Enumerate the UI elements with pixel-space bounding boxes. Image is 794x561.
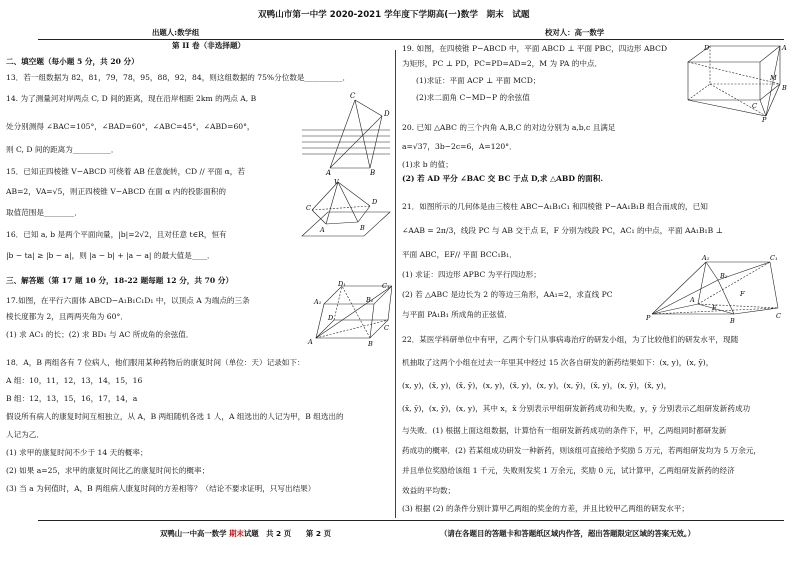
question-15-line-1: 15．已知正四棱锥 V−ABCD 可绕着 AB 任意旋转，CD // 平面 α，若 <box>6 167 245 176</box>
label-d: D <box>704 44 710 52</box>
question-17-line-3: (1) 求 AC₁ 的长；(2) 求 BD₁ 与 AC 所成角的余弦值． <box>6 330 194 339</box>
question-15-line-3: 取值范围是________． <box>6 208 82 217</box>
label-c: C <box>752 102 757 110</box>
label-a: A <box>782 44 787 52</box>
setter-label: 出题人:数学组 <box>152 28 200 37</box>
label-d: D <box>328 314 334 322</box>
label-d1: D₁ <box>338 280 346 288</box>
answer-area-note: （请在各题目的答题卡和答题纸区域内作答，超出答题限定区域的答案无效。） <box>440 529 695 538</box>
question-17-line-1: 17.如图，在平行六面体 ABCD−A₁B₁C₁D₁ 中，以顶点 A 为端点的三条 <box>6 296 250 305</box>
question-18-line-5: 人记为乙． <box>6 430 44 439</box>
question-19-part-1: (1)求证：平面 ACP ⊥ 平面 MCD； <box>416 76 541 85</box>
label-vertex-b: B <box>360 224 365 232</box>
label-b1: B₁ <box>366 296 374 304</box>
question-22-line-3: (x, y)，(x̄, y)，(x̄, ȳ)，(x, y)，(x̄, y)，(x, y)，(x, ȳ)，(x̄, y)，(x, ȳ)，(x̄, y)， <box>402 381 672 390</box>
label-point-b: B <box>370 169 376 176</box>
column-divider <box>395 50 396 518</box>
label-b: B <box>730 317 735 324</box>
question-22-line-6: 药成功的概率．(2) 若某组成功研发一种新药，则该组可直接给予奖励 5 万元，若两组研发均为 5 万余元， <box>402 446 762 455</box>
question-16-line-1: 16．已知 a, b 是两个平面向量，|b|=2√2，且对任意 t∈R，恒有 <box>6 230 227 239</box>
label-point-a: A <box>326 169 332 176</box>
fill-in-heading: 二、填空题（每小题 5 分，共 20 分） <box>6 57 139 66</box>
question-20-part-2: (2) 若 AD 平分 ∠BAC 交 BC 于点 D,求 △ABD 的面积. <box>402 174 603 183</box>
label-m: M <box>770 74 777 82</box>
label-vertex-c: C <box>306 204 311 212</box>
question-21-part-2-cont: 与平面 PA₁B₁ 所成角的正弦值． <box>402 310 512 319</box>
river-diagram <box>300 86 392 176</box>
label-e: E <box>712 304 717 312</box>
question-21-line-3: 平面 ABC，EF// 平面 BCC₁B₁． <box>402 250 517 259</box>
label-p: P <box>646 314 651 322</box>
quadrangular-pyramid-diagram <box>680 42 790 122</box>
question-18-part-3: (3) 当 a 为何值时，A，B 两组病人康复时间的方差相等？（结论不要求证明，只写出结果） <box>6 484 316 493</box>
label-a1: A₁ <box>314 298 322 306</box>
question-13: 13．若一组数据为 82，81，79，78，95，88，92，84，则这组数据的 75%分位数是__________． <box>6 73 351 82</box>
question-22-part-3: (3) 根据 (2) 的条件分别计算甲乙两组的奖金的方差，并且比较甲乙两组的研发水平； <box>402 504 689 513</box>
label-p: P <box>762 116 767 122</box>
footer-prefix: 双鸭山一中高一数学 <box>160 529 230 538</box>
question-18-part-1: (1) 求甲的康复时间不少于 14 天的概率； <box>6 448 148 457</box>
question-19-line-2: 为矩形，PC ⊥ PD，PC=PD=AD=2，M 为 PA 的中点． <box>402 59 603 68</box>
label-c: C <box>776 312 781 320</box>
label-c1: C₁ <box>770 254 778 262</box>
question-21-part-1: (1) 求证：四边形 APBC 为平行四边形； <box>402 270 541 279</box>
header-rule <box>38 39 784 40</box>
question-18-line-1: 18．A，B 两组各有 7 位病人，他们服用某种药物后的康复时间（单位：天）记录如下： <box>6 358 305 367</box>
label-c: C <box>384 324 389 332</box>
question-14-line-3: 则 C, D 间的距离为__________． <box>6 145 119 154</box>
label-a: A <box>308 338 313 346</box>
checker-label: 校对人：高一数学 <box>545 28 605 37</box>
question-17-line-2: 棱长度都为 2，且两两夹角为 60°． <box>6 312 128 321</box>
label-b: B <box>782 84 787 92</box>
footer-rule <box>38 520 784 521</box>
answer-section-heading: 三、解答题（第 17 题 10 分，18-22 题每题 12 分，共 70 分） <box>6 276 234 285</box>
label-f: F <box>740 290 745 298</box>
question-19-line-1: 19. 如图，在四棱锥 P−ABCD 中，平面 ABCD ⊥ 平面 PBC，四边形 ABCD <box>402 44 668 53</box>
label-b1: B₁ <box>720 272 728 280</box>
footer-suffix: 试题 共 2 页 第 2 页 <box>243 529 331 538</box>
question-14-line-1: 14. 为了测量河对岸两点 C, D 间的距离，现在沿岸相距 2km 的两点 A, B <box>6 94 257 103</box>
question-20-line-2: a=√37，3b−2c=6，A=120°． <box>402 142 517 151</box>
question-18-group-a: A 组：10，11，12，13，14，15，16 <box>6 376 143 385</box>
label-vertex-a: A <box>320 226 325 234</box>
label-a: A <box>690 296 695 304</box>
footer-exam-word: 期末 <box>229 529 244 538</box>
question-18-part-2: (2) 如果 a=25，求甲的康复时间比乙的康复时间长的概率； <box>6 466 210 475</box>
exam-title: 双鸭山市第一中学 2020-2021 学年度下学期高(一)数学 期末 试题 <box>258 10 530 20</box>
question-21-line-1: 21．如图所示的几何体是由三棱柱 ABC−A₁B₁C₁ 和四棱锥 P−AA₁B₁B 组合而成的，已知 <box>402 202 708 211</box>
question-22-line-5: 与失败．(1) 根据上面这组数据，计算恰有一组研发新药成功的条件下，甲，乙两组同时都研发新 <box>402 426 727 435</box>
question-16-line-2: |b − ta| ≥ |b − a|，则 |a − b| + |a − a| 的最大值是____． <box>6 251 215 260</box>
question-15-line-2: AB=2，VA=√5，则正四棱锥 V−ABCD 在面 α 内的投影面积的 <box>6 187 226 196</box>
label-vertex-d: D <box>372 198 378 206</box>
question-22-line-1: 22．某医学科研单位中有甲，乙两个专门从事病毒治疗的研发小组，为了比较他们的研发水平，现随 <box>402 335 739 344</box>
question-19-part-2: (2)求二面角 C−MD−P 的余弦值 <box>416 93 530 102</box>
question-22-line-2: 机抽取了这两个小组在过去一年里其中经过 15 次各自研发的新药结果如下：(x, y)，(x, ȳ)， <box>402 358 714 367</box>
parallelepiped-diagram <box>306 280 392 346</box>
label-b: B <box>368 340 373 346</box>
question-22-line-4: (x̄, ȳ)，(x, ȳ)，(x, y)，其中 x，x̄ 分别表示甲组研发新药成功和失败，y，ȳ 分别表示乙组研发新药成功 <box>402 404 751 413</box>
pyramid-plane-diagram <box>298 178 392 240</box>
label-c1: C₁ <box>382 282 390 290</box>
question-14-line-2: 处分别测得 ∠BAC=105°，∠BAD=60°，∠ABC=45°，∠ABD=60°， <box>6 122 255 131</box>
question-20-part-1: (1)求 b 的值； <box>402 160 453 169</box>
prism-pyramid-diagram <box>646 252 784 324</box>
label-point-c: C <box>350 92 356 100</box>
label-point-d: D <box>384 110 390 118</box>
section-title: 第 II 卷（非选择题） <box>172 41 246 50</box>
question-21-part-2: (2) 若 △ABC 是边长为 2 的等边三角形，AA₁=2，求直线 PC <box>402 290 613 299</box>
page-footer <box>160 528 331 539</box>
question-18-line-4: 假设所有病人的康复时间互相独立，从 A，B 两组随机各选 1 人，A 组选出的人记为甲，B 组选出的 <box>6 412 344 421</box>
label-a1: A₁ <box>702 254 710 262</box>
question-20-line-1: 20. 已知 △ABC 的三个内角 A,B,C 的对边分别为 a,b,c 且满足 <box>402 123 616 132</box>
question-21-line-2: ∠AAB = 2π/3，线段 PC 与 AB 交于点 E，F 分别为线段 PC，AC₁ 的中点，平面 AA₁B₁B ⊥ <box>402 226 723 235</box>
question-18-group-b: B 组：12，13，15，16，17，14，a <box>6 394 138 403</box>
question-22-line-7: 并且单位奖励给该组 1 千元，失败则发奖 1 万余元，奖励 0 元，试计算甲，乙两组研发新药的经济 <box>402 466 735 475</box>
label-vertex-v: V <box>334 178 339 186</box>
question-22-line-8: 效益的平均数； <box>402 486 456 495</box>
